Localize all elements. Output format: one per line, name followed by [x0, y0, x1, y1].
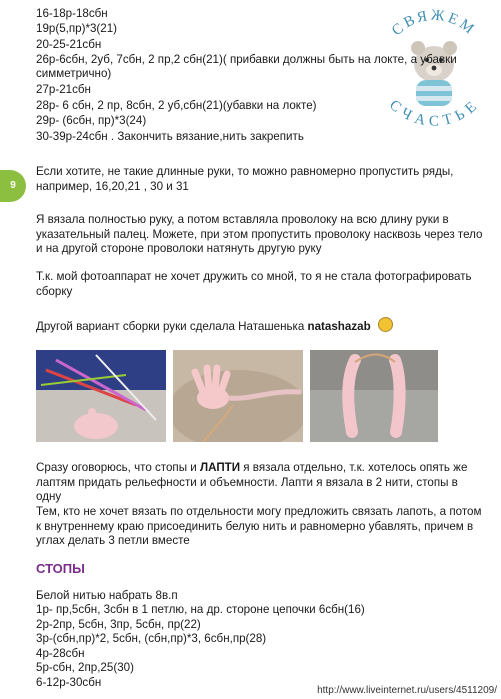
lapti-word: ЛАПТИ	[199, 461, 241, 474]
pattern-line: 30-39р-24сбн . Закончить вязание,нить закрепить	[36, 130, 304, 143]
photo-2	[173, 350, 303, 442]
paragraph: Я вязала полностью руку, а потом вставляла проволоку на всю длину руки в указательный палец. Можете, при этом пропустить проволоку насквозь через тело и на другой стороне проволоки натянуть другую руку	[36, 213, 483, 255]
photo-3	[310, 350, 438, 442]
logo-top-text: СВЯЖЕМ	[388, 7, 479, 40]
pattern-line: 19р(5,пр)*3(21)	[36, 22, 118, 35]
photo-1	[36, 350, 166, 442]
pattern-line: 6-12р-30сбн	[36, 676, 102, 689]
pattern-line: симметрично)	[36, 67, 112, 80]
paragraph: Если хотите, не такие длинные руки, то можно равномерно пропустить ряды, например, 16,20,21 , 30 и 31	[36, 165, 454, 193]
logo-bottom-text: СЧАСТЬЕ	[385, 97, 483, 130]
pattern-line: 3р-(сбн,пр)*2, 5сбн, (сбн,пр)*3, 6сбн,пр(28)	[36, 632, 267, 645]
pattern-line: 1р- пр,5сбн, 3сбн в 1 петлю, на др. стороне цепочки 6сбн(16)	[36, 603, 365, 616]
pattern-line: Белой нитью набрать 8в.п	[36, 589, 178, 602]
variant-paragraph	[36, 317, 393, 334]
page-number-badge: 9	[0, 170, 26, 202]
author-name: natashazab	[307, 320, 371, 333]
paragraph: Тем, кто не хочет вязать по отдельности могу предложить связать лапоть, а потом к внутреннему краю присоединить белую нить и равномерно убавлять, причем в углах делать 3 петли вместе	[36, 505, 482, 547]
variant-text: Другой вариант сборки руки сделала Наташенька	[36, 320, 308, 333]
paragraph: Т.к. мой фотоаппарат не хочет дружить со мной, то я не стала фотографировать сборку	[36, 270, 472, 298]
pattern-line: 26р-6сбн, 2уб, 7сбн, 2 пр,2 сбн(21)( прибавки должны быть на локте, а убавки	[36, 53, 457, 66]
pattern-line: 28р- 6 сбн, 2 пр, 8сбн, 2 уб,сбн(21)(убавки на локте)	[36, 99, 317, 112]
pattern-line: 20-25-21сбн	[36, 38, 102, 51]
pattern-line: 5р-сбн, 2пр,25(30)	[36, 661, 134, 674]
smiley-icon	[378, 317, 393, 332]
pattern-line: 16-18р-18сбн	[36, 7, 108, 20]
section-heading: СТОПЫ	[36, 561, 85, 576]
svg-text:СВЯЖЕМ	[389, 7, 479, 39]
paragraph: Сразу оговорюсь, что стопы и ЛАПТИ я вязала отдельно, т.к. хотелось опять же лаптям придать рельефности и объемности. Лапти я вязала в 2 нити, стопы в одну	[36, 461, 468, 503]
pattern-line: 29р- (6сбн, пр)*3(24)	[36, 114, 147, 127]
pattern-line: 27р-21сбн	[36, 83, 91, 96]
pattern-line: 2р-2пр, 5сбн, 3пр, 5сбн, пр(22)	[36, 618, 201, 631]
pattern-line: 4р-28сбн	[36, 647, 85, 660]
source-url[interactable]: http://www.liveinternet.ru/users/4511209/	[317, 685, 497, 696]
